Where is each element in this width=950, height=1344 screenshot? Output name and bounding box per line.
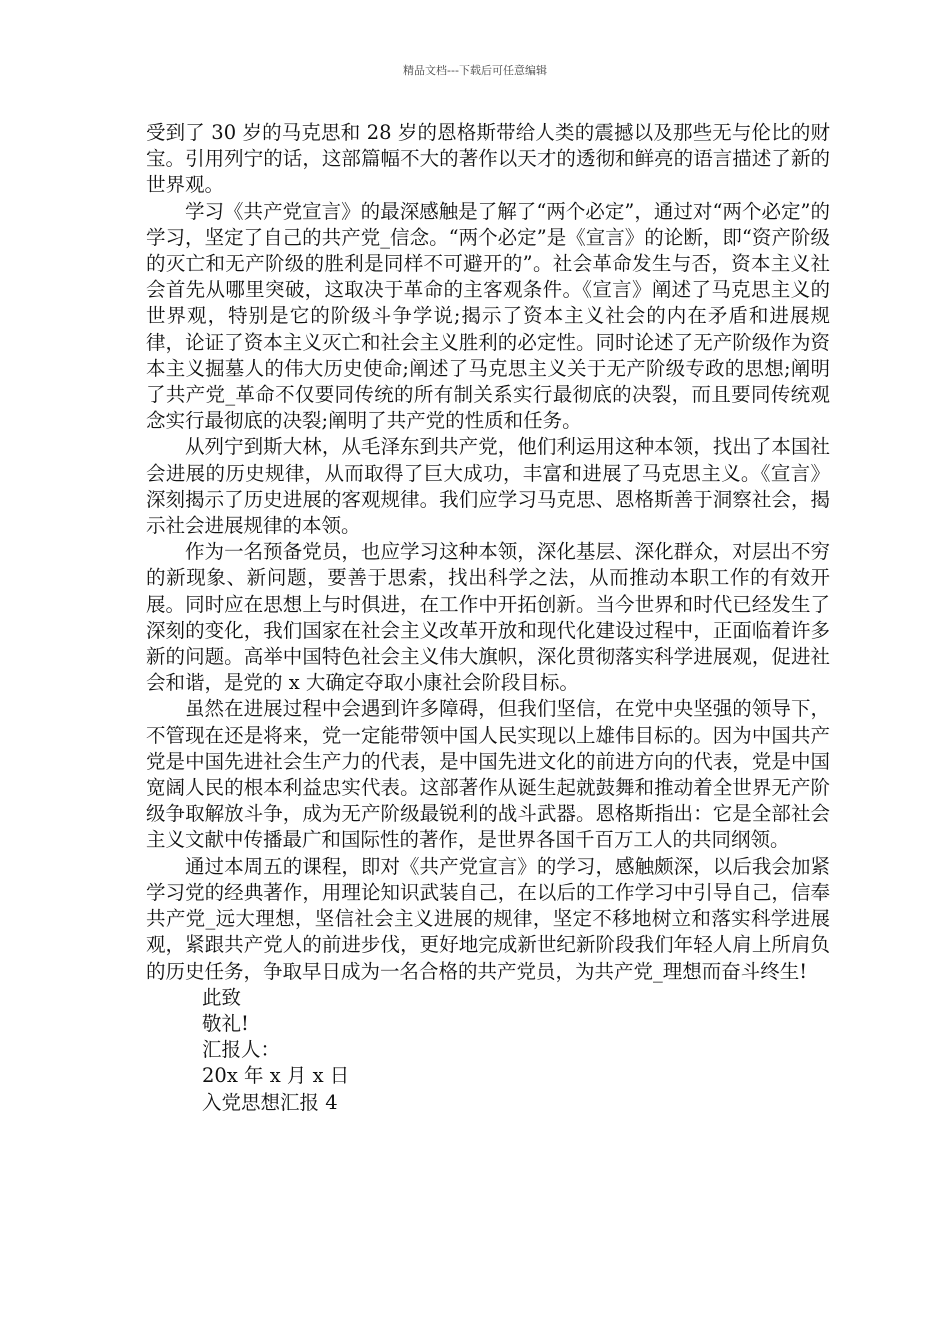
paragraph-lenin-stalin: 从列宁到斯大林，从毛泽东到共产党，他们利运用这种本领，找出了本国社会进展的历史规律，从而取得了巨大成功，丰富和进展了马克思主义。《宣言》深刻揭示了历史进展的客观规律。我们应学习马克思、恩格斯善于洞察社会，揭示社会进展规律的本领。: [146, 435, 830, 538]
page-header: 精品文档---下载后可任意编辑: [403, 64, 547, 77]
closing-salutation-1: 此致: [202, 985, 242, 1009]
paragraph-probationary-member: 作为一名预备党员，也应学习这种本领，深化基层、深化群众，对层出不穷的新现象、新问题，要善于思索，找出科学之法，从而推动本职工作的有效开展。同时应在思想上与时俱进，在工作中开拓创新。当今世界和时代已经发生了深刻的变化，我们国家在社会主义改革开放和现代化建设过程中，正面临着许多新的问题。高举中国特色社会主义伟大旗帜，深化贯彻落实科学进展观，促进社会和谐，是党的 x 大确定夺取小康社会阶段目标。: [146, 540, 830, 695]
paragraph-conclusion: 通过本周五的课程，即对《共产党宣言》的学习，感触颇深，以后我会加紧学习党的经典著作，用理论知识武装自己，在以后的工作学习中引导自己，信奉共产党_远大理想，坚信社会主义进展的规律，坚定不移地树立和落实科学进展观，紧跟共产党人的前进步伐，更好地完成新世纪新阶段我们年轻人肩上所肩负的历史任务，争取早日成为一名合格的共产党员，为共产党_理想而奋斗终生!: [146, 854, 830, 983]
reporter-label: 汇报人：: [202, 1038, 281, 1062]
paragraph-continuation: 受到了 30 岁的马克思和 28 岁的恩格斯带给人类的震撼以及那些无与伦比的财宝。引用列宁的话，这部篇幅不大的著作以天才的透彻和鲜亮的语言描述了新的世界观。: [146, 121, 830, 197]
paragraph-obstacles: 虽然在进展过程中会遇到许多障碍，但我们坚信，在党中央坚强的领导下，不管现在还是将来，党一定能带领中国人民实现以上雄伟目标的。因为中国共产党是中国先进社会生产力的代表，是中国先进文化的前进方向的代表，党是中国宽阔人民的根本利益忠实代表。这部著作从诞生起就鼓舞和推动着全世界无产阶级争取解放斗争，成为无产阶级最锐利的战斗武器。恩格斯指出：它是全部社会主义文献中传播最广和国际性的著作，是世界各国千百万工人的共同纲领。: [146, 697, 830, 852]
closing-salutation-2: 敬礼!: [202, 1011, 249, 1035]
document-body: [146, 120, 830, 1116]
report-date: 20x 年 x 月 x 日: [202, 1064, 350, 1088]
next-section-title: 入党思想汇报 4: [202, 1090, 338, 1114]
paragraph-two-certainties: 学习《共产党宣言》的最深感触是了解了“两个必定”，通过对“两个必定”的学习，坚定了自己的共产党_信念。“两个必定”是《宣言》的论断，即“资产阶级的灭亡和无产阶级的胜利是同样不可避开的”。社会革命发生与否，资本主义社会首先从哪里突破，这取决于革命的主客观条件。《宣言》阐述了马克思主义的世界观，特别是它的阶级斗争学说;揭示了资本主义社会的内在矛盾和进展规律，论证了资本主义灭亡和社会主义胜利的必定性。同时论述了无产阶级作为资本主义掘墓人的伟大历史使命;阐述了马克思主义关于无产阶级专政的思想;阐明了共产党_革命不仅要同传统的所有制关系实行最彻底的决裂，而且要同传统观念实行最彻底的决裂;阐明了共产党的性质和任务。: [146, 199, 830, 433]
